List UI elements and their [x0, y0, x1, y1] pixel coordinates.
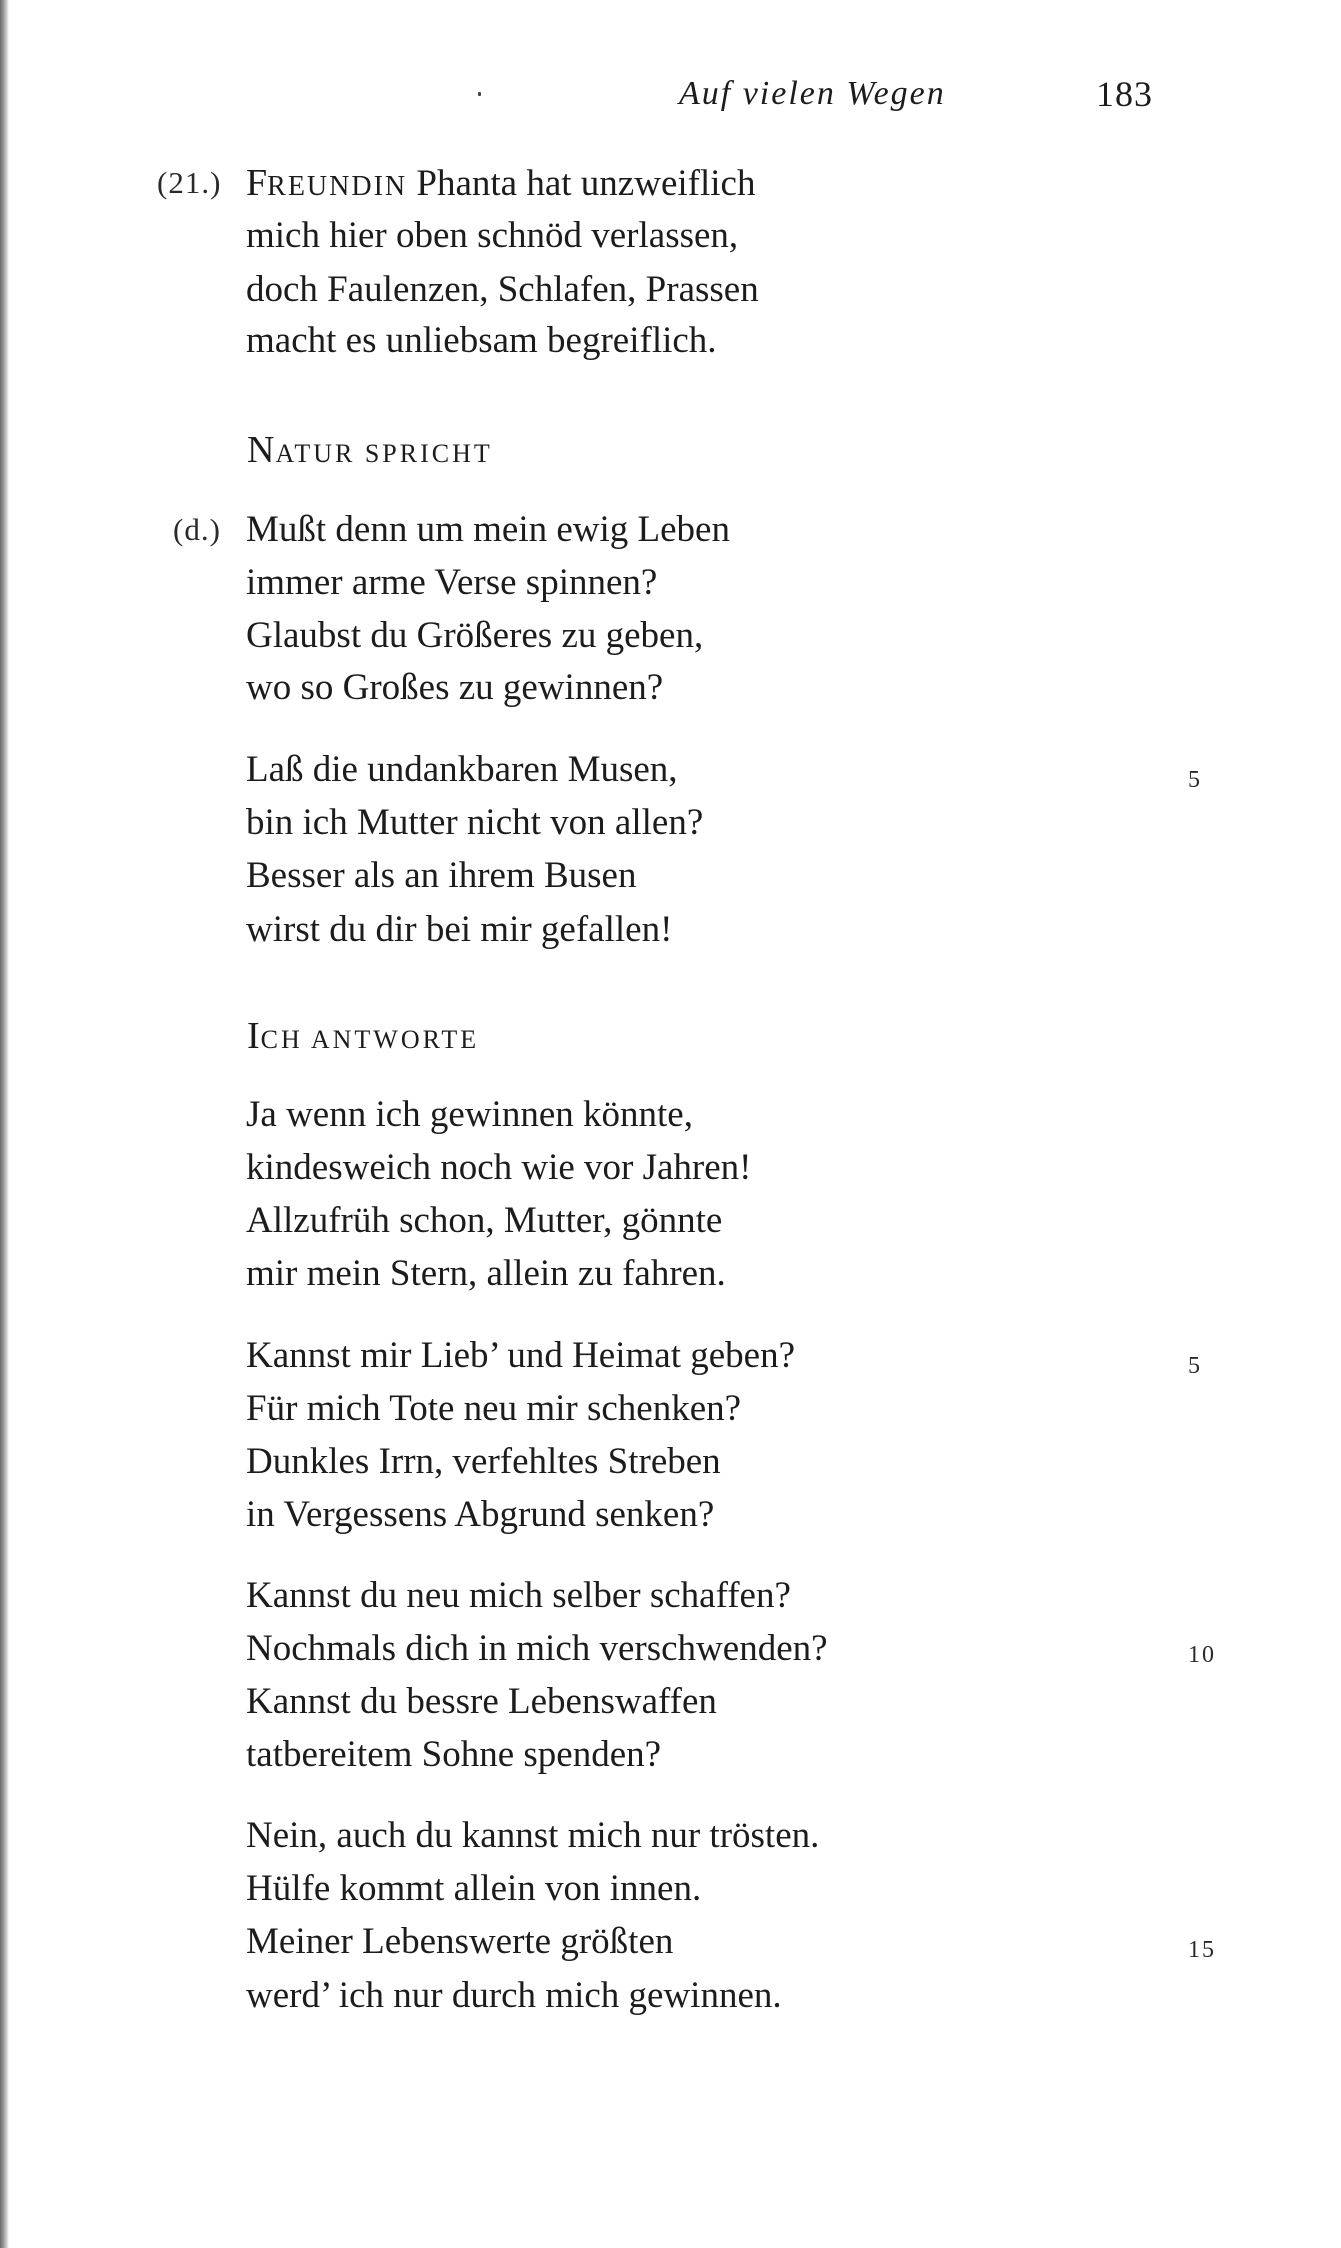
verse-line: Für mich Tote neu mir schenken? — [246, 1388, 742, 1429]
heading-rest: CH ANTWORTE — [260, 1025, 480, 1054]
line-number: 10 — [1188, 1642, 1216, 1668]
poem-label: (d.) — [173, 512, 221, 547]
verse-line: Kannst du bessre Lebenswaffen — [246, 1681, 717, 1722]
speaker-rest: REUNDIN — [267, 171, 408, 202]
verse-line: Allzufrüh schon, Mutter, gönnte — [246, 1200, 723, 1241]
verse-line: Meiner Lebenswerte größten — [246, 1921, 674, 1962]
verse-line: Glaubst du Größeres zu geben, — [246, 615, 704, 656]
verse-line: wo so Großes zu gewinnen? — [246, 667, 664, 708]
heading-initial: I — [247, 1015, 261, 1057]
verse-line: bin ich Mutter nicht von allen? — [246, 802, 704, 843]
verse-line: Hülfe kommt allein von innen. — [246, 1868, 702, 1909]
line-number: 5 — [1188, 1353, 1202, 1379]
verse-line: macht es unliebsam begreiflich. — [246, 320, 717, 361]
verse-line: Ja wenn ich gewinnen könnte, — [246, 1094, 693, 1135]
verse-line: kindesweich noch wie vor Jahren! — [246, 1147, 752, 1188]
section-heading — [247, 1014, 479, 1062]
print-speck — [478, 92, 481, 96]
page-edge-shadow — [0, 0, 9, 2248]
verse-line: Kannst du neu mich selber schaffen? — [246, 1575, 791, 1616]
verse-line: in Vergessens Abgrund senken? — [246, 1494, 715, 1535]
verse-line: Nein, auch du kannst mich nur trösten. — [246, 1815, 820, 1856]
speaker-name — [246, 162, 408, 204]
speaker-initial: F — [246, 162, 268, 204]
verse-line: wirst du dir bei mir gefallen! — [246, 909, 673, 950]
verse-line: tatbereitem Sohne spenden? — [246, 1734, 662, 1775]
verse-line — [246, 161, 755, 209]
verse-line: Nochmals dich in mich verschwenden? — [246, 1628, 828, 1669]
verse-line: Dunkles Irrn, verfehltes Streben — [246, 1441, 721, 1482]
verse-line: mir mein Stern, allein zu fahren. — [246, 1253, 726, 1294]
heading-rest: ATUR SPRICHT — [275, 439, 493, 468]
verse-line: Mußt denn um mein ewig Leben — [246, 509, 730, 550]
verse-line: immer arme Verse spinnen? — [246, 562, 658, 603]
verse-line: Kannst mir Lieb’ und Heimat geben? — [246, 1335, 796, 1376]
page-number: 183 — [1096, 74, 1153, 114]
section-heading — [247, 428, 493, 476]
line-number: 5 — [1188, 767, 1202, 793]
verse-line: Laß die undankbaren Musen, — [246, 749, 678, 790]
verse-line: werd’ ich nur durch mich gewinnen. — [246, 1975, 782, 2016]
verse-line: Besser als an ihrem Busen — [246, 855, 637, 896]
verse-line-text: Phanta hat unzweiflich — [407, 163, 756, 204]
verse-line: mich hier oben schnöd verlassen, — [246, 215, 739, 256]
running-title: Auf vielen Wegen — [679, 75, 946, 112]
heading-initial: N — [247, 429, 276, 471]
poem-label: (21.) — [157, 165, 222, 200]
verse-line: doch Faulenzen, Schlafen, Prassen — [246, 269, 759, 310]
line-number: 15 — [1188, 1937, 1216, 1963]
